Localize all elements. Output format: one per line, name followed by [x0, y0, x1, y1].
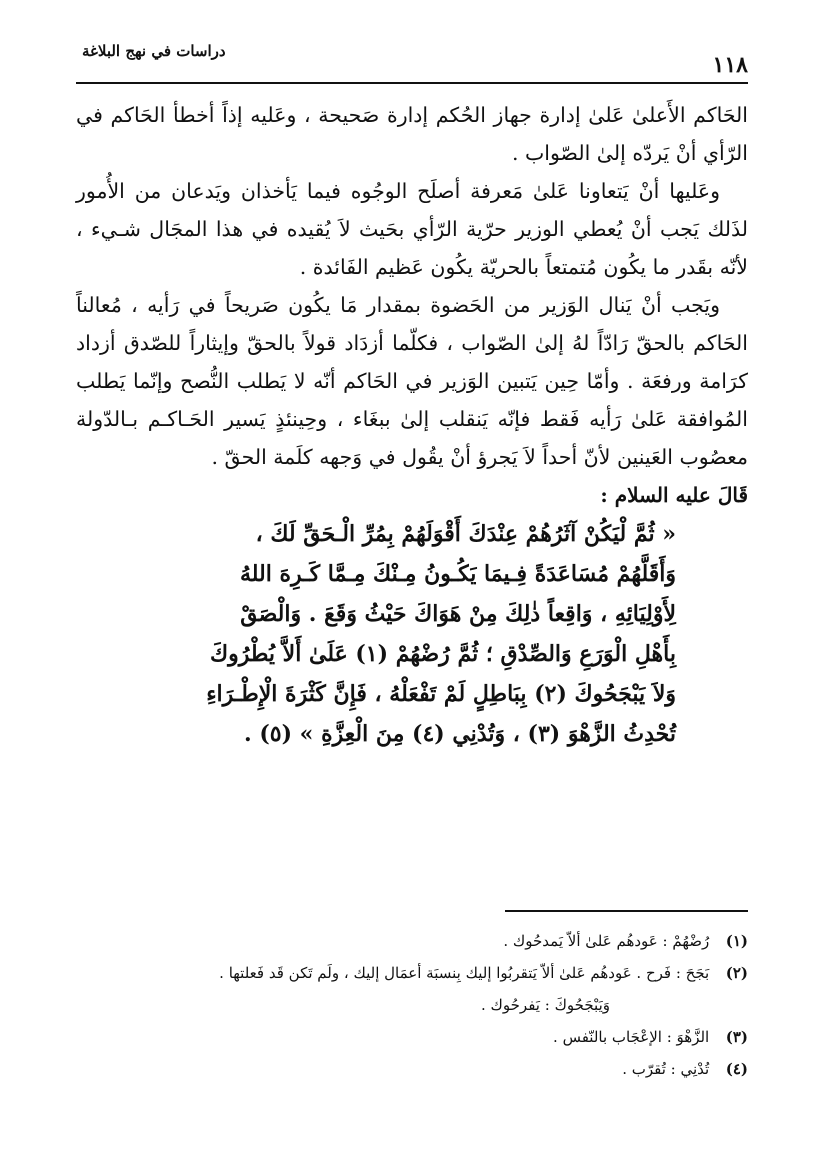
footnote-text: تُدْنِي : تُقرّب .: [622, 1060, 710, 1078]
footnote-item: [76, 925, 748, 957]
quote-line: تُحْدِثُ الزَّهْوَ (٣) ، وَتُدْنِي (٤) مِنَ الْعِزَّةِ » (٥) .: [244, 721, 676, 747]
quote-intro: قَالَ عليه السلام :: [600, 483, 748, 507]
footnote-item: [76, 957, 748, 989]
footnote-divider: [505, 910, 748, 912]
footnote-text: وَيَبْجَحُوكَ : يَفرحُوك .: [481, 996, 610, 1014]
footnotes: [76, 925, 748, 1085]
footnote-number: (٣): [725, 1028, 748, 1046]
footnote-number: (٤): [725, 1060, 748, 1078]
footnote-continuation: [76, 989, 748, 1021]
quoted-passage: [76, 514, 748, 754]
running-title: دراسات في نهج البلاغة: [82, 42, 226, 60]
quote-line: « ثُمَّ لْيَكُنْ آثَرُهُمْ عِنْدَكَ أَقْوَلَهُمْ بِمُرِّ الْـحَقِّ لَكَ ،: [255, 521, 676, 547]
footnote-text: رُضْهُمْ : عَودهُم عَلىٰ ألاّ يَمدحُوك .: [503, 932, 710, 950]
footnote-text: بَجَحَ : فَرح . عَودهُم عَلىٰ ألاّ يَتقربُوا إليك بِنسبَة أعمَال إليك ، ولَم تَكن قَد فَعلتها .: [219, 964, 710, 982]
quote-line: لِأَوْلِيَائِهِ ، وَاقِعاً ذٰلِكَ مِنْ هَوَاكَ حَيْثُ وَقَعَ . وَالْصَقْ: [240, 601, 676, 627]
header-divider: [76, 82, 748, 84]
quote-line: وَأَقَلَّهُمْ مُسَاعَدَةً فِـيمَا يَكُـونُ مِـنْكَ مِـمَّا كَـرِهَ اللهُ: [239, 561, 676, 587]
main-text: [76, 96, 748, 754]
footnote-item: [76, 1053, 748, 1085]
footnote-text: الزَّهْوَ : الإعْجَاب بالنّفس .: [553, 1028, 710, 1046]
footnote-number: (١): [725, 932, 748, 950]
quote-line: وَلاَ يَبْجَحُوكَ (٢) بِبَاطِلٍ لَمْ تَفْعَلْهُ ، فَإِنَّ كَثْرَةَ الْإِطْـرَاءِ: [206, 681, 676, 707]
paragraph-1: الحَاكم الأَعلىٰ عَلىٰ إدارة جهاز الحُكم إدارة صَحيحة ، وعَليه إذاً أخطأ الحَاكم في الرّأي أنْ يَردّه إلىٰ الصّواب .: [76, 103, 748, 165]
paragraph-3: ويَجب أنْ يَنال الوَزير من الحَضوة بمقدار مَا يكُون صَريحاً في رَأيه ، مُعالناً الحَاكم بالحقّ رَادّاً لهُ إلىٰ الصّواب ، فكلّما أزدَاد قولاً بالحقّ وإيثاراً للصّدق أزداد كرَامة ورفعَة . وأمّا حِين يَتبين الوَزير في الحَاكم أنّه لا يَطلب النُّصح وإنّما يَطلب المُوافقة عَلىٰ رَأيه فَقط فإنّه يَنقلب إلىٰ ببغَاء ، وحِينئذٍ يَسير الحَـاكـم بـالدّولة معصُوب العَينين لأنّ أحداً لاَ يَجرؤ أنْ يقُول في وَجهه كلَمة الحقّ .: [76, 293, 748, 469]
footnote-number: (٢): [725, 964, 748, 982]
footnote-item: [76, 1021, 748, 1053]
page-number: ١١٨: [712, 52, 748, 78]
quote-line: بِأَهْلِ الْوَرَعِ وَالصِّدْقِ ؛ ثُمَّ رُضْهُمْ (١) عَلَىٰ أَلاَّ يُطْرُوكَ: [209, 641, 676, 667]
page-header: [76, 38, 748, 82]
paragraph-2: وعَليها أنْ يَتعاونا عَلىٰ مَعرفة أصلَح الوجُوه فيما يَأخذان ويَدعان من الأُمور لذَلك يَجب أنْ يُعطي الوزير حرّية الرّأي بحَيث لاَ يُقيده في هذا المجَال شـيء ، لأنّه بقَدر ما يكُون مُتمتعاً بالحريّة يكُون عَظيم الفَائدة .: [76, 179, 748, 279]
